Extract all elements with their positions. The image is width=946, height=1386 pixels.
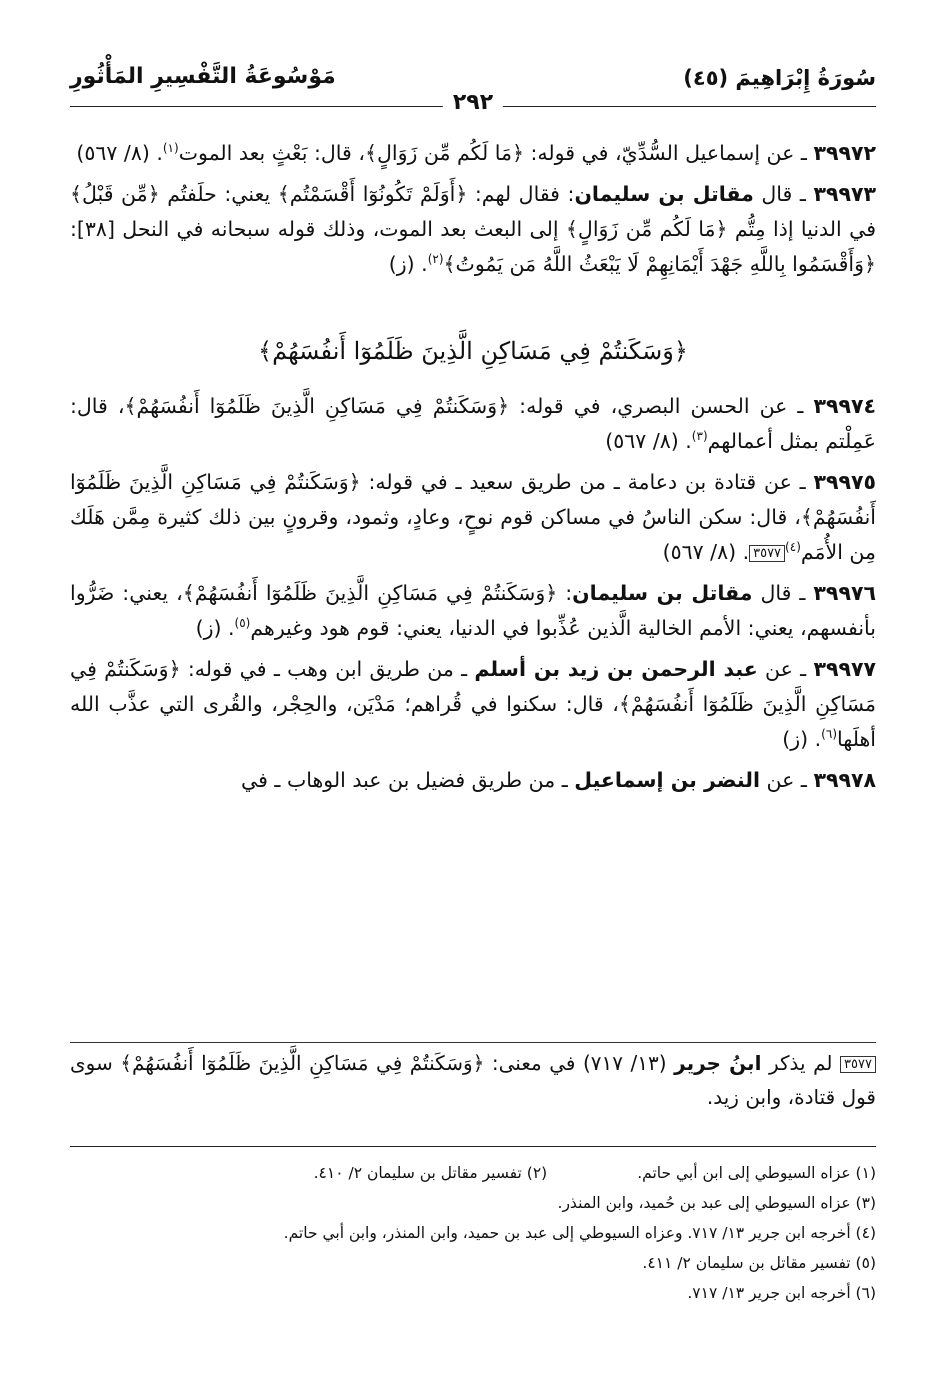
quran-verse: ﴿وَسَكَنتُمْ فِي مَسَاكِنِ الَّذِينَ ظَلَمُوٓا أَنفُسَهُمْ﴾: [124, 394, 510, 418]
commentary-note: [70, 1046, 876, 1114]
narration-text: إلى البعث بعد الموت، وذلك قوله سبحانه في النحل [٣٨]:: [70, 217, 566, 241]
narration-text: ، قال: سكنوا في قُراهم؛ مَدْيَن، والحِجْر، والقُرى التي عذَّب الله أهلَها: [70, 692, 876, 751]
source-reference: . (ز): [388, 252, 428, 276]
note-text: لم يذكر: [761, 1051, 841, 1075]
narration-text: ، قال: سكن الناسُ في مساكن قوم نوحٍ، وعادٍ، وثمود، وقرونٍ بين ذلك كثيرة مِمَّن هَلَك مِن الأُمَم: [70, 505, 876, 564]
narration-39975: [70, 465, 876, 570]
narrator-name: مقاتل بن سليمان: [574, 182, 754, 206]
narration-number: ٣٩٩٧٨: [813, 768, 876, 792]
narration-text: ، قال: بَعْثٍ بعد الموت: [178, 141, 365, 165]
footnote-row: [70, 1278, 876, 1308]
narration-text: ـ عن: [757, 657, 814, 681]
narration-text: ، يعني: ضَرُّوا بأنفسهم، يعني: الأمم الخالية الَّذين عُذِّبوا في الدنيا، يعني: قوم هود وغيرهم: [70, 581, 876, 640]
commentary-marker: ٣٥٧٧: [749, 545, 785, 562]
footnotes-rule: [70, 1146, 876, 1147]
source-reference: . (ز): [782, 727, 822, 751]
narrator-name: مقاتل بن سليمان: [572, 581, 753, 605]
footnote-ref: (٤): [785, 540, 801, 555]
note-text: (١٣/ ٧١٧) في معنى:: [484, 1051, 675, 1075]
footnote-ref: (١): [162, 141, 179, 156]
source-reference: . (٨/ ٥٦٧): [662, 540, 750, 564]
footnote-2: (٢) تفسير مقاتل بن سليمان ٢/ ٤١٠.: [313, 1164, 548, 1182]
footnote-row: [70, 1188, 876, 1218]
footnote-ref: (٣): [691, 429, 708, 444]
surah-running-title: سُورَةُ إِبْرَاهِيمَ (٤٥): [683, 66, 876, 90]
quran-verse: ﴿وَأَقْسَمُوا بِاللَّهِ جَهْدَ أَيْمَانِهِمْ لَا يَبْعَثُ اللَّهُ مَن يَمُوتُ﴾: [443, 252, 876, 276]
source-reference: . (٨/ ٥٦٧): [76, 141, 163, 165]
narration-number: ٣٩٩٧٧: [813, 657, 876, 681]
main-text: [70, 136, 876, 804]
commentary-marker: ٣٥٧٧: [840, 1056, 876, 1073]
narration-number: ٣٩٩٧٤: [813, 394, 876, 418]
narration-number: ٣٩٩٧٥: [813, 470, 876, 494]
narrator-name: النضر بن إسماعيل: [574, 768, 761, 792]
narration-text: في الدنيا إذا مِتُّم: [727, 217, 876, 241]
narration-39972: [70, 136, 876, 171]
narration-39974: [70, 389, 876, 459]
footnote-ref: (٥): [234, 616, 251, 631]
page-header: [70, 62, 876, 115]
narration-text: ـ من طريق فضيل بن عبد الوهاب ـ في: [241, 768, 575, 792]
footnote-row: [70, 1218, 876, 1248]
footnote-ref: (٢): [427, 252, 444, 267]
quran-verse: ﴿وَسَكَنتُمْ فِي مَسَاكِنِ الَّذِينَ ظَلَمُوٓا أَنفُسَهُمْ﴾: [182, 581, 558, 605]
narration-text: ـ قال: [752, 581, 814, 605]
quran-verse: ﴿مَا لَكُم مِّن زَوَالٍ﴾: [565, 217, 728, 241]
narration-number: ٣٩٩٧٢: [813, 141, 876, 165]
footnote-5: (٥) تفسير مقاتل بن سليمان ٢/ ٤١١.: [642, 1254, 876, 1272]
footnote-row: [70, 1158, 876, 1188]
narration-39977: [70, 652, 876, 757]
narrator-name: عبد الرحمن بن زيد بن أسلم: [474, 657, 758, 681]
narration-39976: [70, 576, 876, 646]
narration-39978: [70, 763, 876, 798]
quran-verse: ﴿وَسَكَنتُمْ فِي مَسَاكِنِ الَّذِينَ ظَلَمُوٓا أَنفُسَهُمْ﴾: [70, 657, 876, 716]
quran-verse: ﴿مَا لَكُم مِّن زَوَالٍ﴾: [364, 141, 524, 165]
quran-verse: ﴿مِّن قَبْلُ﴾: [70, 182, 160, 206]
narration-39973: [70, 177, 876, 282]
footnote-6: (٦) أخرجه ابن جرير ١٣/ ٧١٧.: [687, 1284, 876, 1302]
narration-text: :: [557, 581, 573, 605]
section-heading-verse: ﴿وَسَكَنتُمْ فِي مَسَاكِنِ الَّذِينَ ظَلَمُوٓا أَنفُسَهُمْ﴾: [258, 337, 688, 365]
narration-text: ، قال: عَمِلْتم بمثل أعمالهم: [70, 394, 876, 453]
footnotes: [70, 1158, 876, 1308]
narration-text: ـ عن: [760, 768, 814, 792]
note-text: سوى قول قتادة، وابن زيد.: [70, 1051, 876, 1109]
narration-text: ـ من طريق ابن وهب ـ في قوله:: [180, 657, 475, 681]
footnote-4: (٤) أخرجه ابن جرير ١٣/ ٧١٧. وعزاه السيوطي إلى عبد بن حميد، وابن المنذر، وابن أبي حاتم.: [283, 1224, 876, 1242]
footnote-3: (٣) عزاه السيوطي إلى عبد بن حُميد، وابن المنذر.: [557, 1194, 876, 1212]
footnote-ref: (٦): [821, 727, 837, 742]
footnote-1: (١) عزاه السيوطي إلى ابن أبي حاتم.: [637, 1164, 876, 1182]
commentary-divider: [70, 1042, 876, 1043]
book-running-title: مَوْسُوعَةُ التَّفْسِيرِ المَأْثُورِ: [70, 64, 336, 89]
narration-text: ـ قال: [753, 182, 814, 206]
quran-verse: ﴿وَسَكَنتُمْ فِي مَسَاكِنِ الَّذِينَ ظَلَمُوٓا أَنفُسَهُمْ﴾: [120, 1051, 485, 1075]
scholar-name: ابنُ جرير: [674, 1051, 762, 1075]
narration-text: ـ عن إسماعيل السُّدِّيّ، في قوله:: [523, 141, 814, 165]
narration-text: : فقال لهم:: [467, 182, 575, 206]
narration-number: ٣٩٩٧٦: [813, 581, 876, 605]
quran-verse: ﴿أَوَلَمْ تَكُونُوٓا أَقْسَمْتُم﴾: [277, 182, 468, 206]
narration-number: ٣٩٩٧٣: [813, 182, 876, 206]
page-number: ٢٩٢: [443, 90, 503, 115]
narration-text: ـ عن قتادة بن دعامة ـ من طريق سعيد ـ في قوله:: [360, 470, 814, 494]
narration-text: ـ عن الحسن البصري، في قوله:: [509, 394, 814, 418]
narration-text: يعني: حلَفتُم: [159, 182, 278, 206]
source-reference: . (ز): [195, 616, 235, 640]
footnote-row: [70, 1248, 876, 1278]
quran-verse: ﴿وَسَكَنتُمْ فِي مَسَاكِنِ الَّذِينَ ظَلَمُوٓا أَنفُسَهُمْ﴾: [70, 470, 876, 529]
source-reference: . (٨/ ٥٦٧): [605, 429, 692, 453]
